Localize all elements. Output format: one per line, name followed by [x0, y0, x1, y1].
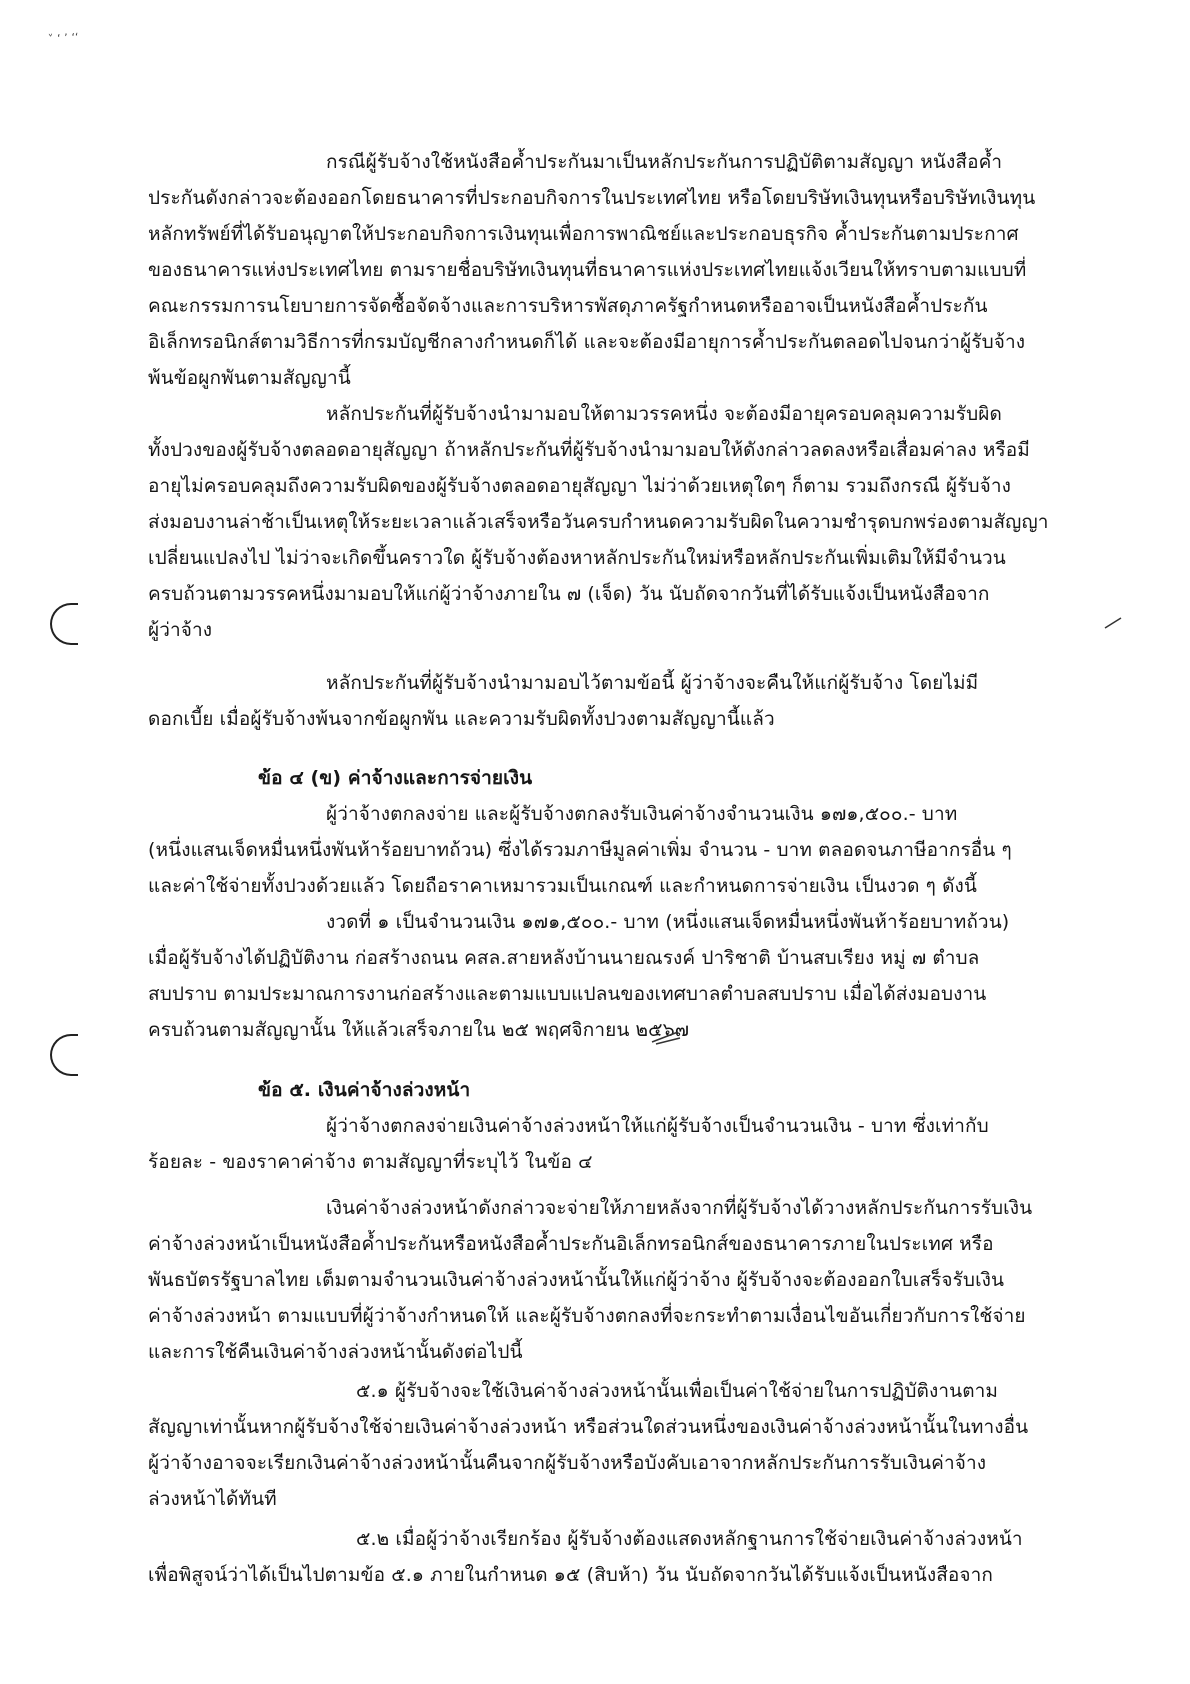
- margin-bracket-mark: [50, 603, 78, 645]
- paragraph-3-line: ดอกเบี้ย เมื่อผู้รับจ้างพ้นจากข้อผูกพัน และความรับผิดทั้งปวงตามสัญญานี้แล้ว: [148, 708, 775, 730]
- paragraph-2-line: ครบถ้วนตามวรรคหนึ่งมามอบให้แก่ผู้ว่าจ้างภายใน ๗ (เจ็ด) วัน นับถัดจากวันที่ได้รับแจ้งเป็นหนังสือจาก: [148, 583, 990, 605]
- section-5-1-line: ล่วงหน้าได้ทันที: [148, 1488, 277, 1510]
- section-5-line: เงินค่าจ้างล่วงหน้าดังกล่าวจะจ่ายให้ภายหลังจากที่ผู้รับจ้างได้วางหลักประกันการรับเงิน: [326, 1197, 1033, 1219]
- paragraph-1-line: อิเล็กทรอนิกส์ตามวิธีการที่กรมบัญชีกลางกำหนดก็ได้ และจะต้องมีอายุการค้ำประกันตลอดไปจนกว่าผู้รับจ้าง: [148, 331, 1026, 353]
- installment-1-line: สบปราบ ตามประมาณการงานก่อสร้างและตามแบบแปลนของเทศบาลตำบลสบปราบ เมื่อได้ส่งมอบงาน: [148, 983, 987, 1005]
- margin-bracket-mark: [50, 1034, 78, 1076]
- section-4-line: (หนึ่งแสนเจ็ดหมื่นหนึ่งพันห้าร้อยบาทถ้วน) ซึ่งได้รวมภาษีมูลค่าเพิ่ม จำนวน - บาท ตลอดจนภาษีอากรอื่น ๆ: [148, 839, 1012, 861]
- corner-marks: ˅ ʻ ʼ ʻʻ: [47, 30, 80, 46]
- installment-1-line: เมื่อผู้รับจ้างได้ปฏิบัติงาน ก่อสร้างถนน คสล.สายหลังบ้านนายณรงค์ ปาริชาติ บ้านสบเรียง หมู่ ๗ ตำบล: [148, 947, 980, 969]
- section-4-line: ผู้ว่าจ้างตกลงจ่าย และผู้รับจ้างตกลงรับเงินค่าจ้างจำนวนเงิน ๑๗๑,๕๐๐.- บาท: [326, 803, 958, 825]
- section-5-line: ค่าจ้างล่วงหน้า ตามแบบที่ผู้ว่าจ้างกำหนดให้ และผู้รับจ้างตกลงที่จะกระทำตามเงื่อนไขอันเกี่ยวกับการใช้จ่าย: [148, 1305, 1026, 1327]
- section-5-heading: ข้อ ๕. เงินค่าจ้างล่วงหน้า: [258, 1079, 471, 1101]
- section-5-line: ร้อยละ - ของราคาค่าจ้าง ตามสัญญาที่ระบุไว้ ในข้อ ๔: [148, 1151, 593, 1173]
- installment-1-line: ครบถ้วนตามสัญญานั้น ให้แล้วเสร็จภายใน ๒๕ พฤศจิกายน ๒๕๖๗: [148, 1019, 690, 1041]
- paragraph-1-line: พ้นข้อผูกพันตามสัญญานี้: [148, 367, 351, 389]
- section-5-1-line: ผู้ว่าจ้างอาจจะเรียกเงินค่าจ้างล่วงหน้านั้นคืนจากผู้รับจ้างหรือบังคับเอาจากหลักประกันการรับเงินค่าจ้าง: [148, 1452, 987, 1474]
- paragraph-2-line: เปลี่ยนแปลงไป ไม่ว่าจะเกิดขึ้นคราวใด ผู้รับจ้างต้องหาหลักประกันใหม่หรือหลักประกันเพิ่มเติมให้มีจำนวน: [148, 547, 1006, 569]
- paragraph-2-line: ส่งมอบงานล่าช้าเป็นเหตุให้ระยะเวลาแล้วเสร็จหรือวันครบกำหนดความรับผิดในความชำรุดบกพร่องตามสัญญา: [148, 511, 1049, 533]
- paragraph-1-line: คณะกรรมการนโยบายการจัดซื้อจัดจ้างและการบริหารพัสดุภาครัฐกำหนดหรืออาจเป็นหนังสือค้ำประกัน: [148, 295, 988, 317]
- paragraph-2-line: ผู้ว่าจ้าง: [148, 619, 213, 641]
- section-4-line: และค่าใช้จ่ายทั้งปวงด้วยแล้ว โดยถือราคาเหมารวมเป็นเกณฑ์ และกำหนดการจ่ายเงิน เป็นงวด ๆ ดังนี้: [148, 875, 978, 897]
- section-4-heading: ข้อ ๔ (ข) ค่าจ้างและการจ่ายเงิน: [258, 767, 533, 789]
- section-5-2-line: ๕.๒ เมื่อผู้ว่าจ้างเรียกร้อง ผู้รับจ้างต้องแสดงหลักฐานการใช้จ่ายเงินค่าจ้างล่วงหน้า: [356, 1528, 1023, 1550]
- section-5-2-line: เพื่อพิสูจน์ว่าได้เป็นไปตามข้อ ๕.๑ ภายในกำหนด ๑๕ (สิบห้า) วัน นับถัดจากวันได้รับแจ้งเป็นหนังสือจาก: [148, 1564, 994, 1586]
- paragraph-2-line: อายุไม่ครอบคลุมถึงความรับผิดของผู้รับจ้างตลอดอายุสัญญา ไม่ว่าด้วยเหตุใดๆ ก็ตาม รวมถึงกรณี ผู้รับจ้าง: [148, 475, 1012, 497]
- section-5-1-line: สัญญาเท่านั้นหากผู้รับจ้างใช้จ่ายเงินค่าจ้างล่วงหน้า หรือส่วนใดส่วนหนึ่งของเงินค่าจ้างล่วงหน้านั้นในทางอื่น: [148, 1416, 1029, 1438]
- paragraph-1-line: ของธนาคารแห่งประเทศไทย ตามรายชื่อบริษัทเงินทุนที่ธนาคารแห่งประเทศไทยแจ้งเวียนให้ทราบตามแบบที่: [148, 259, 1027, 281]
- paragraph-2-line: ทั้งปวงของผู้รับจ้างตลอดอายุสัญญา ถ้าหลักประกันที่ผู้รับจ้างนำมามอบให้ดังกล่าวลดลงหรือเสื่อมค่าลง หรือมี: [148, 439, 1030, 461]
- section-5-line: ผู้ว่าจ้างตกลงจ่ายเงินค่าจ้างล่วงหน้าให้แก่ผู้รับจ้างเป็นจำนวนเงิน - บาท ซึ่งเท่ากับ: [326, 1115, 989, 1137]
- paragraph-1-line: กรณีผู้รับจ้างใช้หนังสือค้ำประกันมาเป็นหลักประกันการปฏิบัติตามสัญญา หนังสือค้ำ: [326, 151, 1003, 173]
- section-5-line: และการใช้คืนเงินค่าจ้างล่วงหน้านั้นดังต่อไปนี้: [148, 1341, 523, 1363]
- paragraph-1-line: ประกันดังกล่าวจะต้องออกโดยธนาคารที่ประกอบกิจการในประเทศไทย หรือโดยบริษัทเงินทุนหรือบริษัทเงินทุน: [148, 187, 1036, 209]
- paragraph-1-line: หลักทรัพย์ที่ได้รับอนุญาตให้ประกอบกิจการเงินทุนเพื่อการพาณิชย์และประกอบธุรกิจ ค้ำประกันตามประกาศ: [148, 223, 1019, 245]
- section-5-line: ค่าจ้างล่วงหน้าเป็นหนังสือค้ำประกันหรือหนังสือค้ำประกันอิเล็กทรอนิกส์ของธนาคารภายในประเทศ หรือ: [148, 1233, 994, 1255]
- paragraph-2-line: หลักประกันที่ผู้รับจ้างนำมามอบให้ตามวรรคหนึ่ง จะต้องมีอายุครอบคลุมความรับผิด: [326, 403, 1002, 425]
- paragraph-3-line: หลักประกันที่ผู้รับจ้างนำมามอบไว้ตามข้อนี้ ผู้ว่าจ้างจะคืนให้แก่ผู้รับจ้าง โดยไม่มี: [326, 672, 979, 694]
- section-5-line: พันธบัตรรัฐบาลไทย เต็มตามจำนวนเงินค่าจ้างล่วงหน้านั้นให้แก่ผู้ว่าจ้าง ผู้รับจ้างจะต้องออกใบเสร็จรับเงิน: [148, 1269, 1005, 1291]
- installment-1-line: งวดที่ ๑ เป็นจำนวนเงิน ๑๗๑,๕๐๐.- บาท (หนึ่งแสนเจ็ดหมื่นหนึ่งพันห้าร้อยบาทถ้วน): [326, 911, 1010, 933]
- handwritten-tick-mark: [650, 1028, 682, 1046]
- section-5-1-line: ๕.๑ ผู้รับจ้างจะใช้เงินค่าจ้างล่วงหน้านั้นเพื่อเป็นค่าใช้จ่ายในการปฏิบัติงานตาม: [356, 1380, 999, 1402]
- handwritten-tick-mark: [1103, 616, 1123, 630]
